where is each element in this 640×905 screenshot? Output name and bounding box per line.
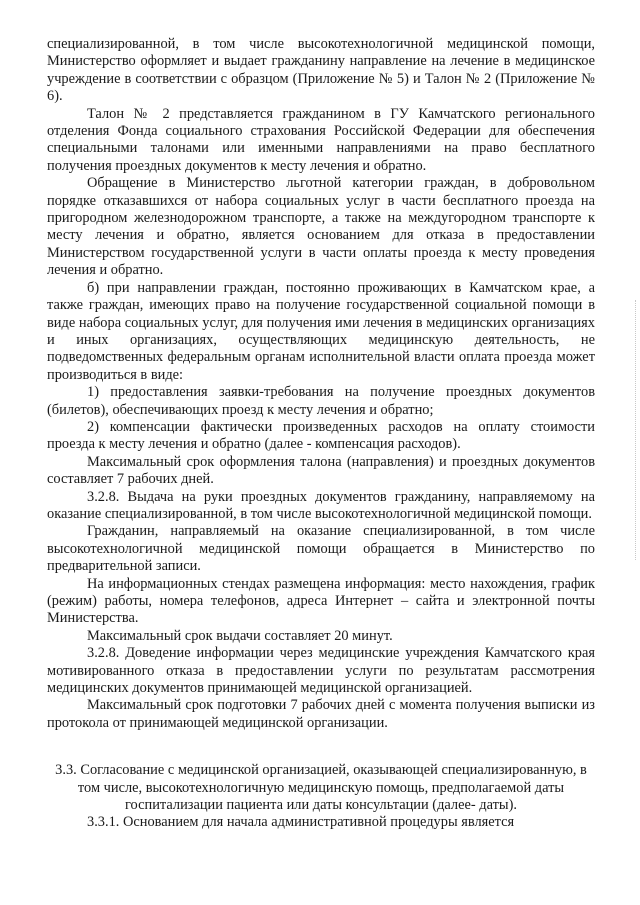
paragraph-continuation: специализированной, в том числе высокотехнологичной медицинской помощи, Министерство оформляет и выдает гражданину направление на лечение в медицинское учреждение в соответствии с образцом (Приложение № 5) и Талон № 2 (Приложение № 6).	[47, 36, 595, 105]
paragraph-info-stands: На информационных стендах размещена информация: место нахождения, график (режим) работы, номера телефонов, адреса Интернет – сайта и электронной почты Министерства.	[47, 575, 595, 627]
scan-margin-mark	[633, 300, 636, 560]
section-heading-3-3: 3.3. Согласование с медицинской организацией, оказывающей специализированную, в том числе, высокотехнологичную медицинскую помощь, предполагаемой даты госпитализации пациента или даты консультации (далее- даты).	[55, 762, 587, 814]
paragraph-max-term-talon: Максимальный срок оформления талона (направления) и проездных документов составляет 7 рабочих дней.	[47, 453, 595, 488]
paragraph-max-term-preparation: Максимальный срок подготовки 7 рабочих дней с момента получения выписки из протокола от принимающей медицинской организации.	[47, 697, 595, 731]
paragraph-3-2-8-refusal: 3.2.8. Доведение информации через медицинские учреждения Камчатского края мотивированного отказа в предоставлении услуги по результатам рассмотрения медицинских документов принимающей медицинской организацией.	[47, 645, 595, 697]
paragraph-refusal-basis: Обращение в Министерство льготной категории граждан, в добровольном порядке отказавшихся от набора социальных услуг в части бесплатного проезда на пригородном железнодорожном транспорте, а также на междугородном транспорте к месту лечения и обратно, является основанием для отказа в предоставлении Министерством государственной услуги в части оплаты проезда к месту проведения лечения и обратно.	[47, 175, 595, 279]
paragraph-citizen-appeal: Гражданин, направляемый на оказание специализированной, в том числе высокотехнологичной медицинской помощи обращается в Министерство по предварительной записи.	[47, 523, 595, 575]
list-item-compensation: 2) компенсации фактически произведенных расходов на оплату стоимости проезда к месту лечения и обратно (далее - компенсация расходов).	[47, 418, 595, 453]
paragraph-travel-payment: б) при направлении граждан, постоянно проживающих в Камчатском крае, а также граждан, имеющих право на получение государственной социальной помощи в виде набора социальных услуг, для получения ими лечения в медицинских организациях и иных организациях, осуществляющих медицинскую деятельность, не подведомственных федеральным органам исполнительной власти оплата проезда может производиться в виде:	[47, 279, 595, 383]
paragraph-3-3-1: 3.3.1. Основанием для начала административной процедуры является	[87, 814, 515, 831]
document-page	[47, 36, 595, 832]
paragraph-max-term-issuance: Максимальный срок выдачи составляет 20 минут.	[87, 627, 393, 644]
list-item-application: 1) предоставления заявки-требования на получение проездных документов (билетов), обеспечивающих проезд к месту лечения и обратно;	[47, 384, 595, 418]
paragraph-3-2-8-issuance: 3.2.8. Выдача на руки проездных документов гражданину, направляемому на оказание специализированной, в том числе высокотехнологичной медицинской помощи.	[47, 488, 595, 522]
paragraph-talon-2: Талон № 2 представляется гражданином в ГУ Камчатского регионального отделения Фонда социального страхования Российской Федерации для обеспечения специальными талонами или именными направлениями на право бесплатного получения проездных документов к месту лечения и обратно.	[47, 105, 595, 174]
